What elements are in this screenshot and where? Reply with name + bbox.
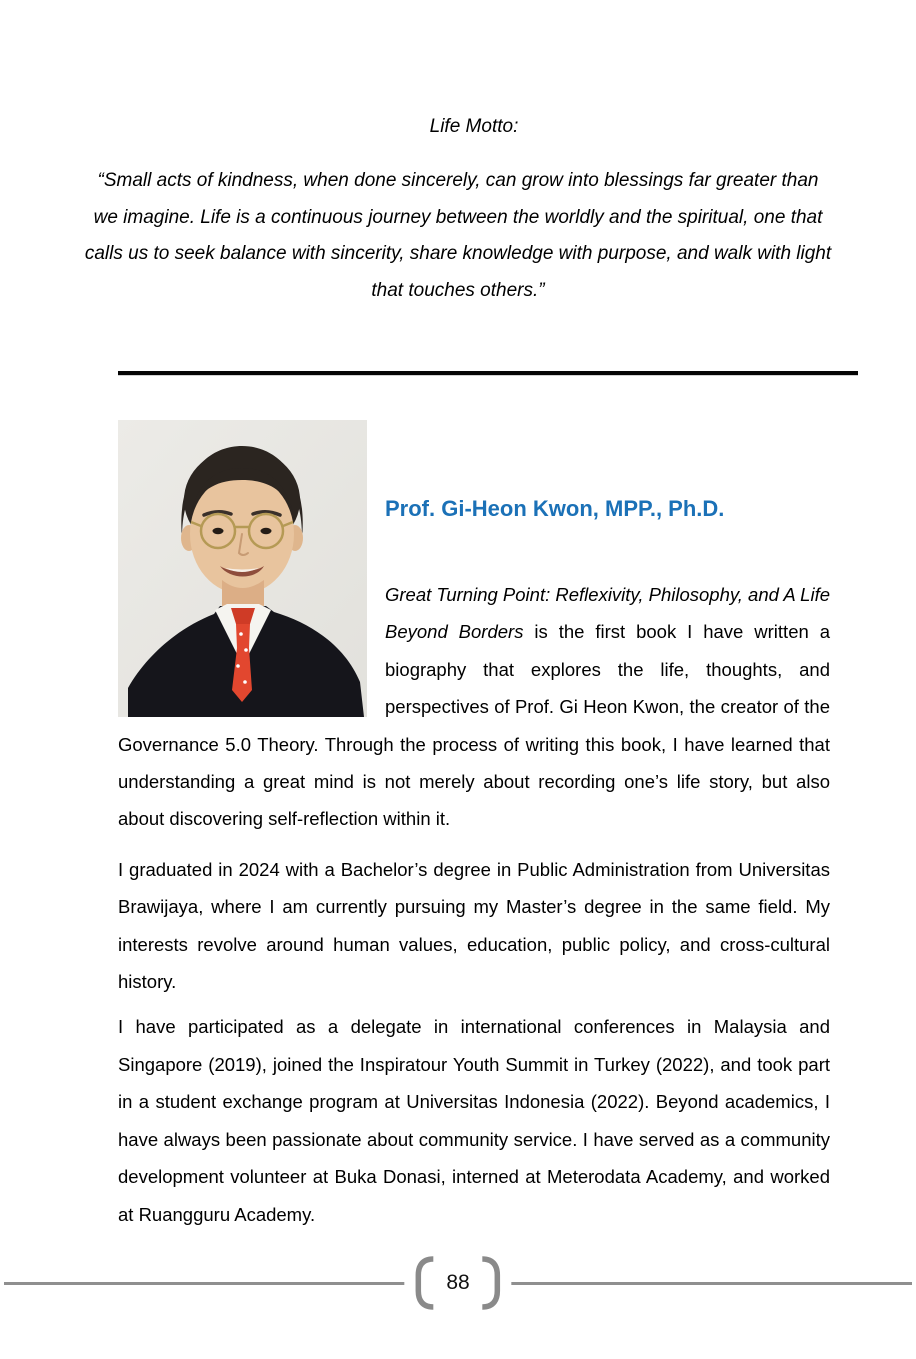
bio-paragraph-3: I have participated as a delegate in international conferences in Malaysia and Singapore (2019), joined the Inspiratour Youth Summit in Turkey (2022), and took part in a student exchange program at Universitas Indonesia (2022). Beyond academics, I have always been passionate about community service. I have served as a community development volunteer at Buka Donasi, interned at Meterodata Academy, and worked at Ruangguru Academy.	[118, 1016, 830, 1225]
motto-quote: “Small acts of kindness, when done sincerely, can grow into blessings far greater than we imagine. Life is a continuous journey between the worldly and the spiritual, one that calls us to seek balance with sincerity, share knowledge with purpose, and walk with light that touches others.”	[84, 170, 832, 301]
portrait-photo-icon	[118, 420, 367, 717]
page-number-badge	[404, 1254, 511, 1312]
bio-paragraph-2: I graduated in 2024 with a Bachelor’s degree in Public Administration from Universitas Brawijaya, where I am currently pursuing my Master’s degree in the same field. My interests revolve around human values, education, public policy, and cross-cultural history.	[118, 858, 830, 993]
bio-paragraph-1-text: is the first book I have written a biography that explores the life, thoughts, and perspectives of Prof. Gi Heon Kwon, the creator of the Governance 5.0 Theory. Through the process of writing this book, I have learned that understanding a great mind is not merely about recording one’s life story, but also about discovering self-reflection within it.	[118, 621, 830, 830]
left-bracket-icon	[413, 1256, 435, 1310]
biography-section	[118, 376, 830, 1233]
section-divider	[118, 371, 858, 375]
motto-heading: Life Motto:	[429, 116, 519, 137]
book-title-italic: Great Turning Point: Reflexivity, Philosophy, and A Life Beyond Borders	[385, 584, 830, 643]
page-number: 88	[446, 1271, 470, 1294]
professor-photo	[118, 420, 367, 717]
author-name-heading: Prof. Gi-Heon Kwon, MPP., Ph.D.	[385, 496, 725, 521]
right-bracket-icon	[481, 1256, 503, 1310]
